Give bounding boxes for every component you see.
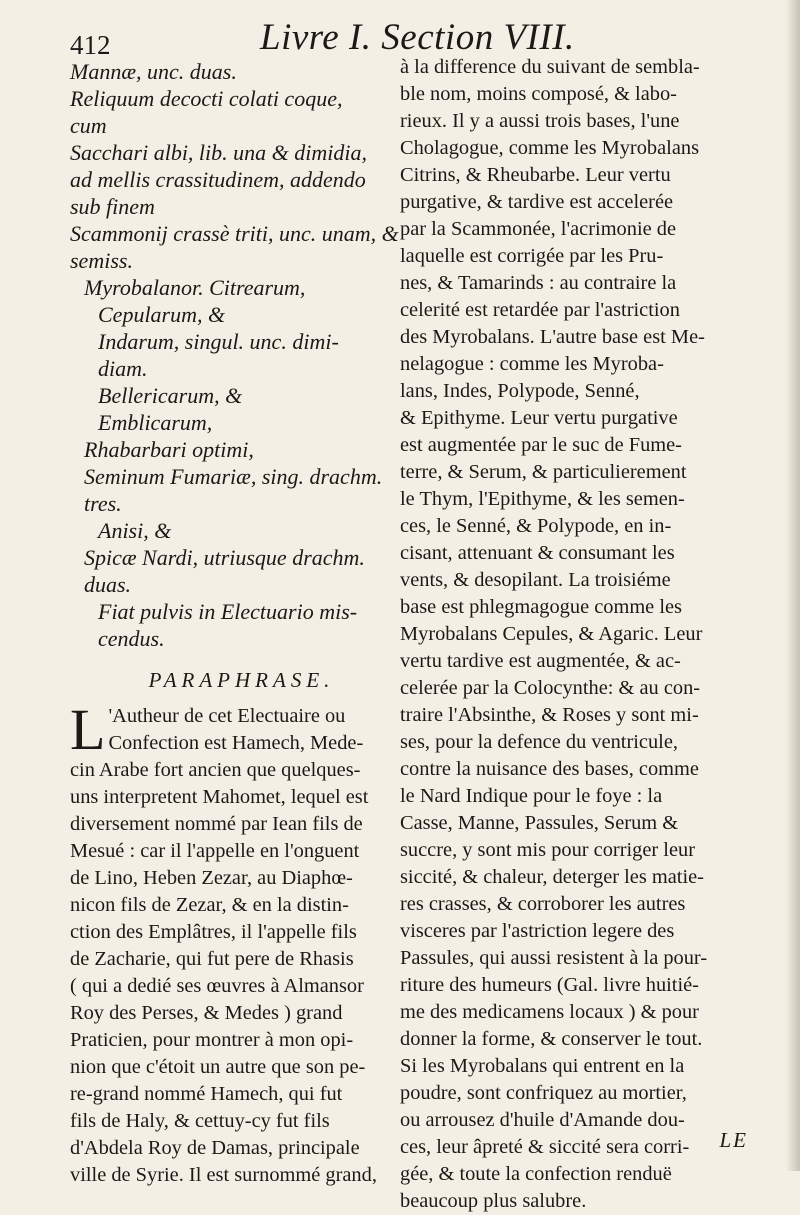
text-line: & Epithyme. Leur vertu purgative <box>400 407 678 429</box>
text-line: base est phlegmagogue comme les <box>400 596 682 618</box>
text-line: Mesué : car il l'appelle en l'onguent <box>70 840 360 862</box>
text-line: uns interpretent Mahomet, lequel est <box>70 786 369 808</box>
recipe-line: cum <box>70 113 107 138</box>
recipe-line: duas. <box>84 572 132 597</box>
text-line: nion que c'étoit un autre que son pe- <box>70 1056 366 1078</box>
recipe-line: Cepularum, & <box>98 302 226 327</box>
text-line: à la difference du suivant de sembla- <box>400 56 700 78</box>
recipe-line: Bellericarum, & <box>98 383 243 408</box>
text-line: cisant, attenuant & consumant les <box>400 542 675 564</box>
text-line: vents, & desopilant. La troisiéme <box>400 569 671 591</box>
recipe-line: Rhabarbari optimi, <box>84 437 254 462</box>
text-line: contre la nuisance des bases, comme <box>400 758 699 780</box>
text-line: 'Autheur de cet Electuaire ou <box>108 705 346 727</box>
text-line: par la Scammonée, l'acrimonie de <box>400 218 677 240</box>
left-column <box>70 58 413 1189</box>
text-line: traire l'Absinthe, & Roses y sont mi- <box>400 704 699 726</box>
text-line: le Nard Indique pour le foye : la <box>400 785 663 807</box>
text-line: visceres par l'astriction legere des <box>400 920 675 942</box>
text-line: d'Abdela Roy de Damas, principale <box>70 1137 360 1159</box>
text-line: beaucoup plus salubre. <box>400 1190 587 1212</box>
recipe-line: sub finem <box>70 194 155 219</box>
recipe-line: Seminum Fumariæ, sing. drachm. <box>84 464 383 489</box>
text-line: ( qui a dedié ses œuvres à Almansor <box>70 975 364 997</box>
text-line: Confection est Hamech, Mede- <box>108 732 364 754</box>
text-line: terre, & Serum, & particulierement <box>400 461 687 483</box>
text-line: succre, y sont mis pour corriger leur <box>400 839 696 861</box>
text-line: vertu tardive est augmentée, & ac- <box>400 650 681 672</box>
text-line: me des medicamens locaux ) & pour <box>400 1001 699 1023</box>
running-title: Livre I. Section VIII. <box>260 17 575 58</box>
text-line: le Thym, l'Epithyme, & les semen- <box>400 488 685 510</box>
text-line: siccité, & chaleur, deterger les matie- <box>400 866 704 888</box>
text-line: des Myrobalans. L'autre base est Me- <box>400 326 705 348</box>
page-number: 412 <box>70 30 111 60</box>
text-line: ou arrousez d'huile d'Amande dou- <box>400 1109 685 1131</box>
recipe-line: Sacchari albi, lib. una & dimidia, <box>70 140 367 165</box>
recipe-block <box>70 58 413 652</box>
text-line: Passules, qui aussi resistent à la pour- <box>400 947 708 969</box>
text-line: ble nom, moins composé, & labo- <box>400 83 677 105</box>
recipe-line: Mannæ, unc. duas. <box>70 59 237 84</box>
text-line: riture des humeurs (Gal. livre huitié- <box>400 974 699 996</box>
paraphrase-heading: PARAPHRASE. <box>148 668 335 692</box>
recipe-line: tres. <box>84 491 122 516</box>
text-line: ses, pour la defence du ventricule, <box>400 731 678 753</box>
drop-cap: L <box>70 697 106 762</box>
text-line: Casse, Manne, Passules, Serum & <box>400 812 679 834</box>
recipe-line: Fiat pulvis in Electuario mis- <box>98 599 358 624</box>
recipe-line: semiss. <box>70 248 133 273</box>
text-line: diversement nommé par Iean fils de <box>70 813 363 835</box>
paraphrase-paragraph <box>70 697 413 1189</box>
text-line: nelagogue : comme les Myroba- <box>400 353 664 375</box>
recipe-line: Spicæ Nardi, utriusque drachm. <box>84 545 365 570</box>
text-line: ction des Emplâtres, il l'appelle fils <box>70 921 357 943</box>
text-line: Roy des Perses, & Medes ) grand <box>70 1002 343 1024</box>
text-line: nicon fils de Zezar, & en la distin- <box>70 894 349 916</box>
recipe-line: Emblicarum, <box>98 410 213 435</box>
text-line: ville de Syrie. Il est surnommé grand, <box>70 1164 377 1186</box>
text-line: gée, & toute la confection renduë <box>400 1163 672 1185</box>
right-column <box>400 54 740 1215</box>
text-line: purgative, & tardive est accelerée <box>400 191 674 213</box>
text-line: rieux. Il y a aussi trois bases, l'une <box>400 110 680 132</box>
text-line: ces, le Senné, & Polypode, en in- <box>400 515 672 537</box>
text-line: est augmentée par le suc de Fume- <box>400 434 682 456</box>
text-line: poudre, sont confriquez au mortier, <box>400 1082 687 1104</box>
recipe-line: Reliquum decocti colati coque, <box>70 86 343 111</box>
text-line: nes, & Tamarinds : au contraire la <box>400 272 677 294</box>
text-line: cin Arabe fort ancien que quelques- <box>70 759 361 781</box>
right-column-text <box>400 54 740 1215</box>
text-line: de Lino, Heben Zezar, au Diaphœ- <box>70 867 353 889</box>
text-line: laquelle est corrigée par les Pru- <box>400 245 664 267</box>
page-header <box>70 14 730 60</box>
recipe-line: cendus. <box>98 626 165 651</box>
recipe-line: Indarum, singul. unc. dimi- <box>98 329 339 354</box>
text-line: res crasses, & corroborer les autres <box>400 893 686 915</box>
text-line: ces, leur âpreté & siccité sera corri- <box>400 1136 690 1158</box>
text-line: re-grand nommé Hamech, qui fut <box>70 1083 343 1105</box>
text-line: Cholagogue, comme les Myrobalans <box>400 137 699 159</box>
paragraph-lines <box>70 697 413 1189</box>
text-line: lans, Indes, Polypode, Senné, <box>400 380 640 402</box>
recipe-line: Anisi, & <box>98 518 172 543</box>
text-line: celerée par la Colocynthe: & au con- <box>400 677 701 699</box>
text-line: donner la forme, & conserver le tout. <box>400 1028 703 1050</box>
text-line: Myrobalans Cepules, & Agaric. Leur <box>400 623 703 645</box>
recipe-line: diam. <box>98 356 148 381</box>
recipe-line: Scammonij crassè triti, unc. unam, & <box>70 221 399 246</box>
page-fold-shadow <box>786 0 800 1171</box>
text-line: Citrins, & Rheubarbe. Leur vertu <box>400 164 671 186</box>
recipe-line: Myrobalanor. Citrearum, <box>84 275 306 300</box>
text-line: Si les Myrobalans qui entrent en la <box>400 1055 685 1077</box>
text-line: fils de Haly, & cettuy-cy fut fils <box>70 1110 330 1132</box>
catchword: LE <box>719 1128 748 1152</box>
recipe-line: ad mellis crassitudinem, addendo <box>70 167 366 192</box>
text-line: de Zacharie, qui fut pere de Rhasis <box>70 948 354 970</box>
text-line: Praticien, pour montrer à mon opi- <box>70 1029 354 1051</box>
text-line: celerité est retardée par l'astriction <box>400 299 680 321</box>
